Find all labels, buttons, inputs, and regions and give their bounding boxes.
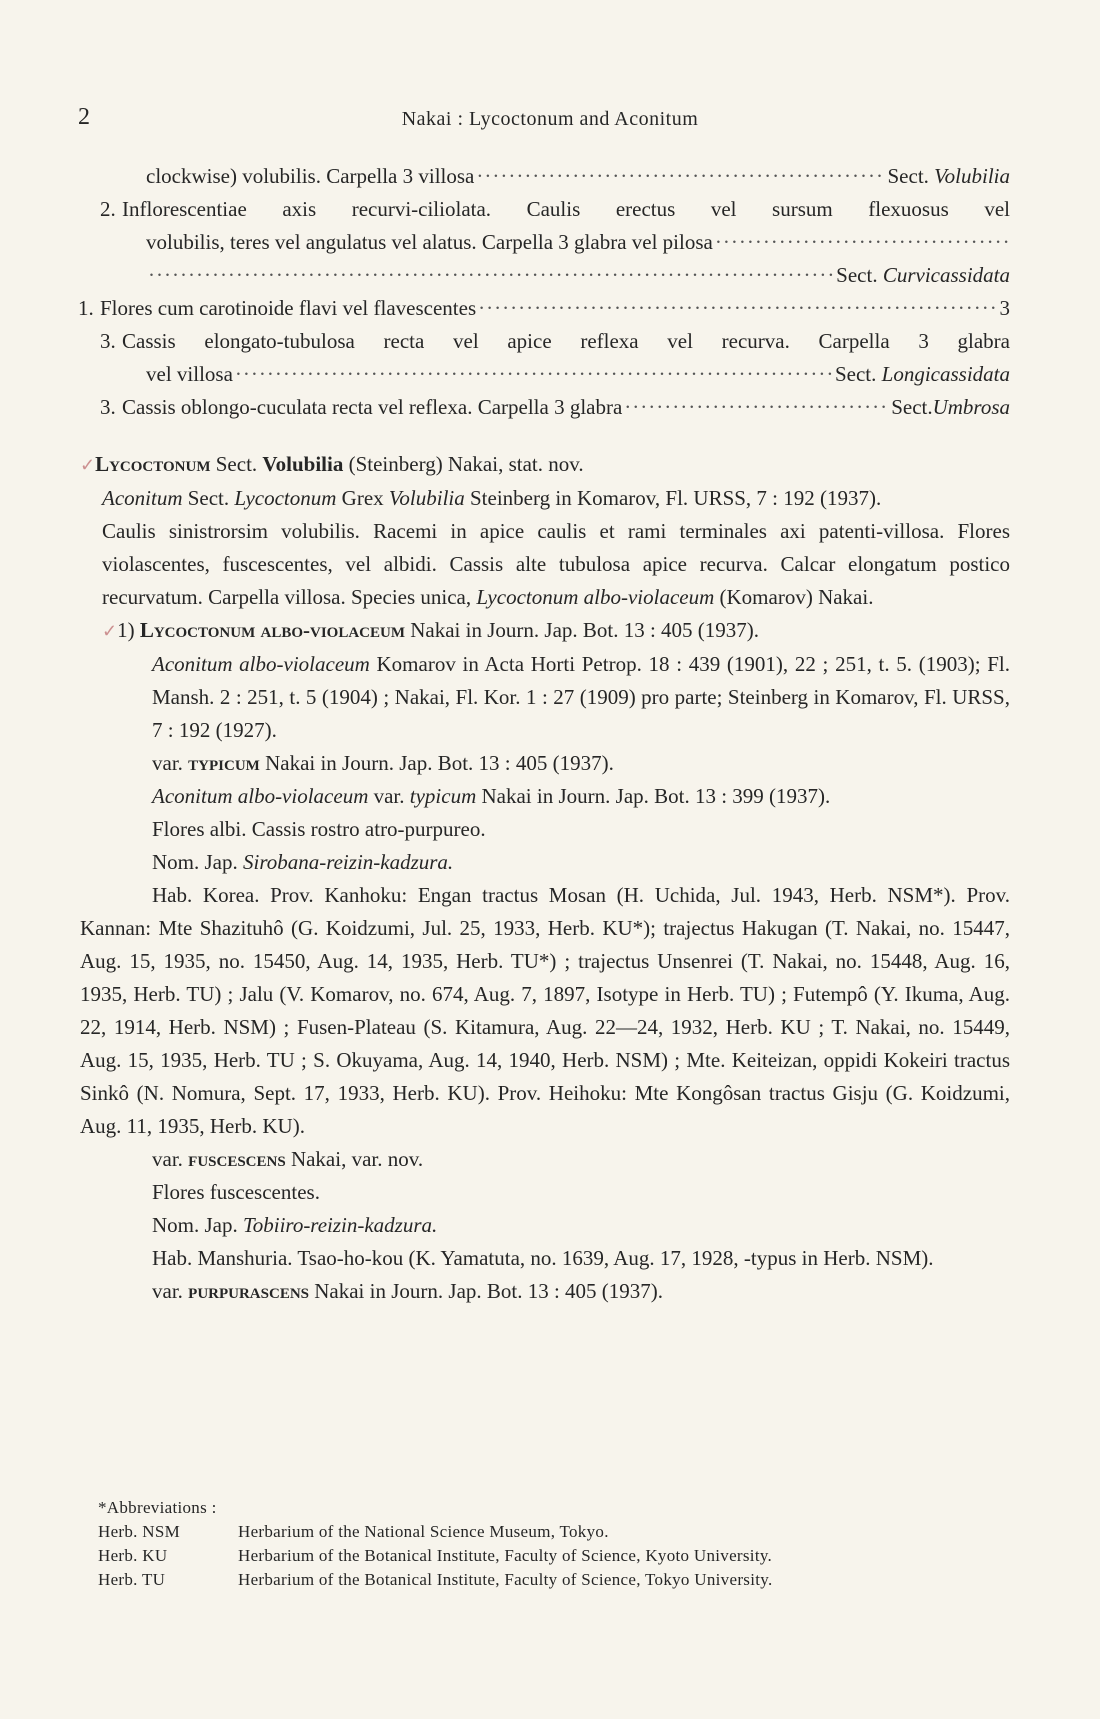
key-line xyxy=(78,391,1010,424)
key-line xyxy=(78,193,1010,226)
var-typicum-japanese-name: Nom. Jap. Sirobana-reizin-kadzura. xyxy=(152,850,454,874)
main-text xyxy=(80,448,1010,1308)
running-title: Nakai : Lycoctonum and Aconitum xyxy=(401,108,699,130)
key-line-text: volubilis, teres vel angulatus vel alatus. Carpella 3 glabra vel pilosa xyxy=(146,230,713,254)
key-leader-dots xyxy=(478,292,997,325)
key-line-text: 1. Flores cum carotinoide flavi vel flavescentes xyxy=(78,292,476,325)
species-synonym: Aconitum albo-violaceum Komarov in Acta Horti Petrop. 18 : 439 (1901), 22 ; 251, t. 5. (1903); Fl. Mansh. 2 : 251, t. 5 (1904) ; Nakai, Fl. Kor. 1 : 27 (1909) pro parte; Steinberg in Komarov, Fl. URSS, 7 : 192 (1927). xyxy=(152,652,1011,742)
section-heading: ✓Lycoctonum Sect. Volubilia (Steinberg) Nakai, stat. nov. xyxy=(80,452,584,476)
page-number: 2 xyxy=(78,104,90,130)
var-fuscescens-description: Flores fuscescentes. xyxy=(152,1180,320,1204)
footnote-full: Herbarium of the National Science Museum, Tokyo. xyxy=(238,1522,609,1541)
var-purpurascens-heading: var. purpurascens Nakai in Journ. Jap. Bot. 13 : 405 (1937). xyxy=(152,1279,664,1303)
key-line-text: 2. Inflorescentiae axis recurvi-ciliolata. Caulis erectus vel sursum flexuosus vel xyxy=(100,193,1010,226)
key-line-section: Sect. Curvicassidata xyxy=(836,263,1010,287)
key-line-number: 3. xyxy=(100,329,116,353)
section-description: Caulis sinistrorsim volubilis. Racemi in apice caulis et rami terminales axi patenti-villosa. Flores violascentes, fuscescentes, vel albidi. Cassis alte tubulosa apice recurva. Calcar elongatum postico recurvatum. Carpella villosa. Species unica, Lycoctonum albo-violaceum (Komarov) Nakai. xyxy=(102,519,1010,609)
key-line-text: 3. Cassis elongato-tubulosa recta vel apice reflexa vel recurva. Carpella 3 glabra xyxy=(100,325,1010,358)
key-line-number: 3. xyxy=(100,395,116,419)
footnote-abbr: Herb. NSM xyxy=(98,1522,181,1541)
key-line xyxy=(78,160,1010,193)
footnote-row xyxy=(98,1520,1018,1544)
key-line xyxy=(78,259,1010,292)
var-typicum-habitat: Hab. Korea. Prov. Kanhoku: Engan tractus Mosan (H. Uchida, Jul. 1943, Herb. NSM*). Prov. Kannan: Mte Shazituhô (G. Koidzumi, Jul. 25, 1933, Herb. KU*); trajectus Hakugan (T. Nakai, no. 15447, Aug. 15, 1935, no. 15450, Aug. 14, 1935, Herb. TU*) ; trajectus Unsenrei (T. Nakai, no. 15448, Aug. 16, 1935, Herb. TU) ; Jalu (V. Komarov, no. 674, Aug. 7, 1897, Isotype in Herb. TU) ; Futempô (Y. Ikuma, Aug. 22, 1914, Herb. NSM) ; Fusen-Plateau (S. Kitamura, Aug. 22—24, 1932, Herb. KU ; T. Nakai, no. 15449, Aug. 15, 1935, Herb. TU ; S. Okuyama, Aug. 14, 1940, Herb. NSM) ; Mte. Keiteizan, oppidi Kokeiri tractus Sinkô (N. Nomura, Sept. 17, 1933, Herb. KU). Prov. Heihoku: Mte Kongôsan tractus Gisju (G. Koidzumi, Aug. 11, 1935, Herb. KU). xyxy=(80,883,1010,1138)
footnote-row xyxy=(98,1568,1018,1592)
footnote-title: *Abbreviations : xyxy=(98,1498,217,1517)
key-line xyxy=(78,226,1010,259)
key-leader-dots xyxy=(624,391,889,424)
var-fuscescens-habitat: Hab. Manshuria. Tsao-ho-kou (K. Yamatuta, no. 1639, Aug. 17, 1928, -typus in Herb. NSM). xyxy=(152,1246,934,1270)
var-typicum-heading: var. typicum Nakai in Journ. Jap. Bot. 13 : 405 (1937). xyxy=(152,751,614,775)
key-line-section: Sect. Volubilia xyxy=(887,164,1010,188)
footnote-full: Herbarium of the Botanical Institute, Faculty of Science, Kyoto University. xyxy=(238,1546,773,1565)
footnote-row xyxy=(98,1544,1018,1568)
key-line-section: Sect. Longicassidata xyxy=(834,362,1010,386)
var-fuscescens-heading: var. fuscescens Nakai, var. nov. xyxy=(152,1147,424,1171)
var-fuscescens-japanese-name: Nom. Jap. Tobiiro-reizin-kadzura. xyxy=(152,1213,438,1237)
key-line-section: Sect.Umbrosa xyxy=(891,395,1010,419)
footnote-full: Herbarium of the Botanical Institute, Faculty of Science, Tokyo University. xyxy=(238,1570,773,1589)
key-line-text: 3. Cassis oblongo-cuculata recta vel reflexa. Carpella 3 glabra xyxy=(100,391,622,424)
key-line xyxy=(78,325,1010,358)
var-typicum-description: Flores albi. Cassis rostro atro-purpureo. xyxy=(152,817,486,841)
key-line-text: vel villosa xyxy=(146,362,233,386)
footnote-abbr: Herb. KU xyxy=(98,1546,168,1565)
key-leader-dots xyxy=(148,259,834,292)
key-leader-dots xyxy=(476,160,885,193)
footnote xyxy=(98,1496,1018,1592)
section-synonym: Aconitum Sect. Lycoctonum Grex Volubilia Steinberg in Komarov, Fl. URSS, 7 : 192 (1937). xyxy=(102,486,882,510)
key-line-number: 1. xyxy=(78,296,94,320)
key-line-text: clockwise) volubilis. Carpella 3 villosa xyxy=(146,164,475,188)
key-leader-dots xyxy=(235,358,833,391)
key-line-section: 3 xyxy=(999,296,1010,320)
key-line xyxy=(78,292,1010,325)
identification-key xyxy=(78,160,1010,424)
footnote-abbr: Herb. TU xyxy=(98,1570,166,1589)
key-leader-dots xyxy=(715,226,1008,259)
footnote-rows xyxy=(98,1520,1018,1592)
key-line-number: 2. xyxy=(100,197,116,221)
key-line xyxy=(78,358,1010,391)
species-heading: ✓1) Lycoctonum albo-violaceum Nakai in Journ. Jap. Bot. 13 : 405 (1937). xyxy=(102,618,760,642)
var-typicum-synonym: Aconitum albo-violaceum var. typicum Nakai in Journ. Jap. Bot. 13 : 399 (1937). xyxy=(152,784,831,808)
